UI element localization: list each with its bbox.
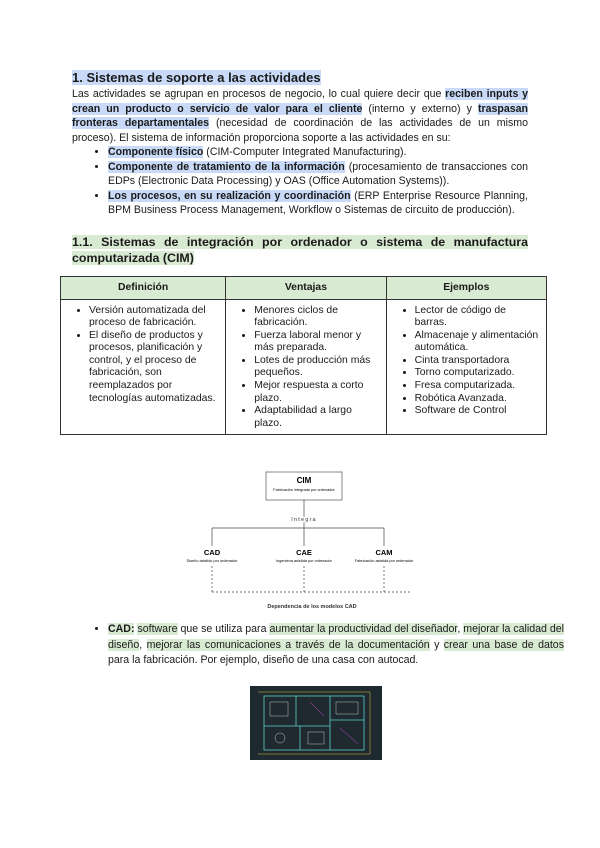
list-item: • Lector de código de barras. [415,305,540,330]
section-1-heading [72,70,528,86]
cam-sublabel: Fabricación asistida por ordenador [354,559,414,563]
list-item: • Torno computarizado. [415,367,540,380]
cim-label: CIM [296,476,312,485]
list-item: • Lotes de producción más pequeños. [254,355,379,380]
cad-highlight: crear una base de datos [443,638,564,651]
cad-highlight: mejorar la calidad del diseño [108,623,564,651]
document-page [72,70,564,666]
cad-highlight: aumentar la productividad del diseñador [269,623,458,635]
cae-sublabel: Ingeniería asistida por ordenador [276,559,332,563]
section-1-bullets [72,145,528,218]
bullet-bold: Componente físico [108,146,204,158]
integra-label: Integra [291,517,317,523]
cim-sublabel: Fabricación integrada por ordenador [273,488,335,492]
list-item: • Fresa computarizada. [415,380,540,393]
list-item [108,160,528,189]
bullet-text: (procesamiento de transacciones con EDPs (Electronic Data Processing) y OAS (Office Automation Systems)). [108,160,529,187]
cad-highlight: mejorar las comunicaciones a través de la documentación [146,638,430,651]
table-cell-ejemplos [386,299,546,435]
para-text-2: (interno y externo) y [362,102,478,115]
cad-bullet-list [72,622,564,669]
para-bold-2: traspasan fronteras departamentales [72,102,528,129]
table-header-ventajas: Ventajas [226,276,386,299]
para-text-1: Las actividades se agrupan en procesos de negocio, lo cual quiere decir que [72,88,446,100]
cad-text: que se utiliza para [177,623,270,635]
table-cell-definicion [61,299,226,435]
cae-label: CAE [296,548,312,557]
autocad-floorplan-image [250,686,382,760]
cam-label: CAM [375,548,393,557]
list-item [108,622,564,669]
cad-highlight: software [137,623,178,635]
cad-label: CAD [203,548,221,557]
list-item [108,189,528,218]
cim-diagram [72,470,528,620]
cad-text: , [139,638,147,651]
cad-text: y [429,638,444,651]
section-1-paragraph [72,87,528,145]
section-1-title: 1. Sistemas de soporte a las actividades [72,70,321,85]
bullet-text: (CIM-Computer Integrated Manufacturing). [203,146,407,158]
list-item: • Fuerza laboral menor y más preparada. [254,330,379,355]
cim-table [60,276,547,436]
cad-text: , [457,623,464,635]
cad-sublabel: Diseño asistido por ordenador [186,559,238,563]
bullet-bold: Componente de tratamiento de la información [108,160,345,173]
list-item: • Software de Control [415,405,540,418]
list-item: • Menores ciclos de fabricación. [254,305,379,330]
list-item: • Versión automatizada del proceso de fabricación. [89,305,219,330]
section-1-1-heading [72,234,528,266]
para-text-3: (necesidad de coordinación de las actividades de un mismo proceso). El sistema de información proporciona soporte a las actividades en su: [72,117,528,144]
list-item: • El diseño de productos y procesos, planificación y control, y el proceso de fabricación, son reemplazados por tecnologías automatizadas. [89,330,219,406]
bullet-bold: Los procesos, en su realización y coordinación [108,189,351,202]
table-cell-ventajas [226,299,386,435]
para-bold-1: reciben inputs y crean un producto o servicio de valor para el cliente [72,88,528,115]
list-item: • Adaptabilidad a largo plazo. [254,405,379,430]
section-1-1-title: 1.1. Sistemas de integración por ordenador o sistema de manufactura computarizada (CIM) [72,234,528,265]
list-item: • Robótica Avanzada. [415,393,540,406]
cad-text: para la fabricación. Por ejemplo, diseño de una casa con autocad. [108,654,419,666]
list-item: • Almacenaje y alimentación automática. [415,330,540,355]
bullet-text: (ERP Enterprise Resource Planning, BPM Business Process Management, Workflow o Sistemas de circuito de producción). [108,189,528,216]
list-item: • Cinta transportadora [415,355,540,368]
list-item: • Mejor respuesta a corto plazo. [254,380,379,405]
cad-bold: CAD: [108,623,135,635]
table-header-definicion: Definición [61,276,226,299]
list-item [108,145,528,160]
dependency-label: Dependencia de los modelos CAD [267,604,357,610]
table-header-ejemplos: Ejemplos [386,276,546,299]
